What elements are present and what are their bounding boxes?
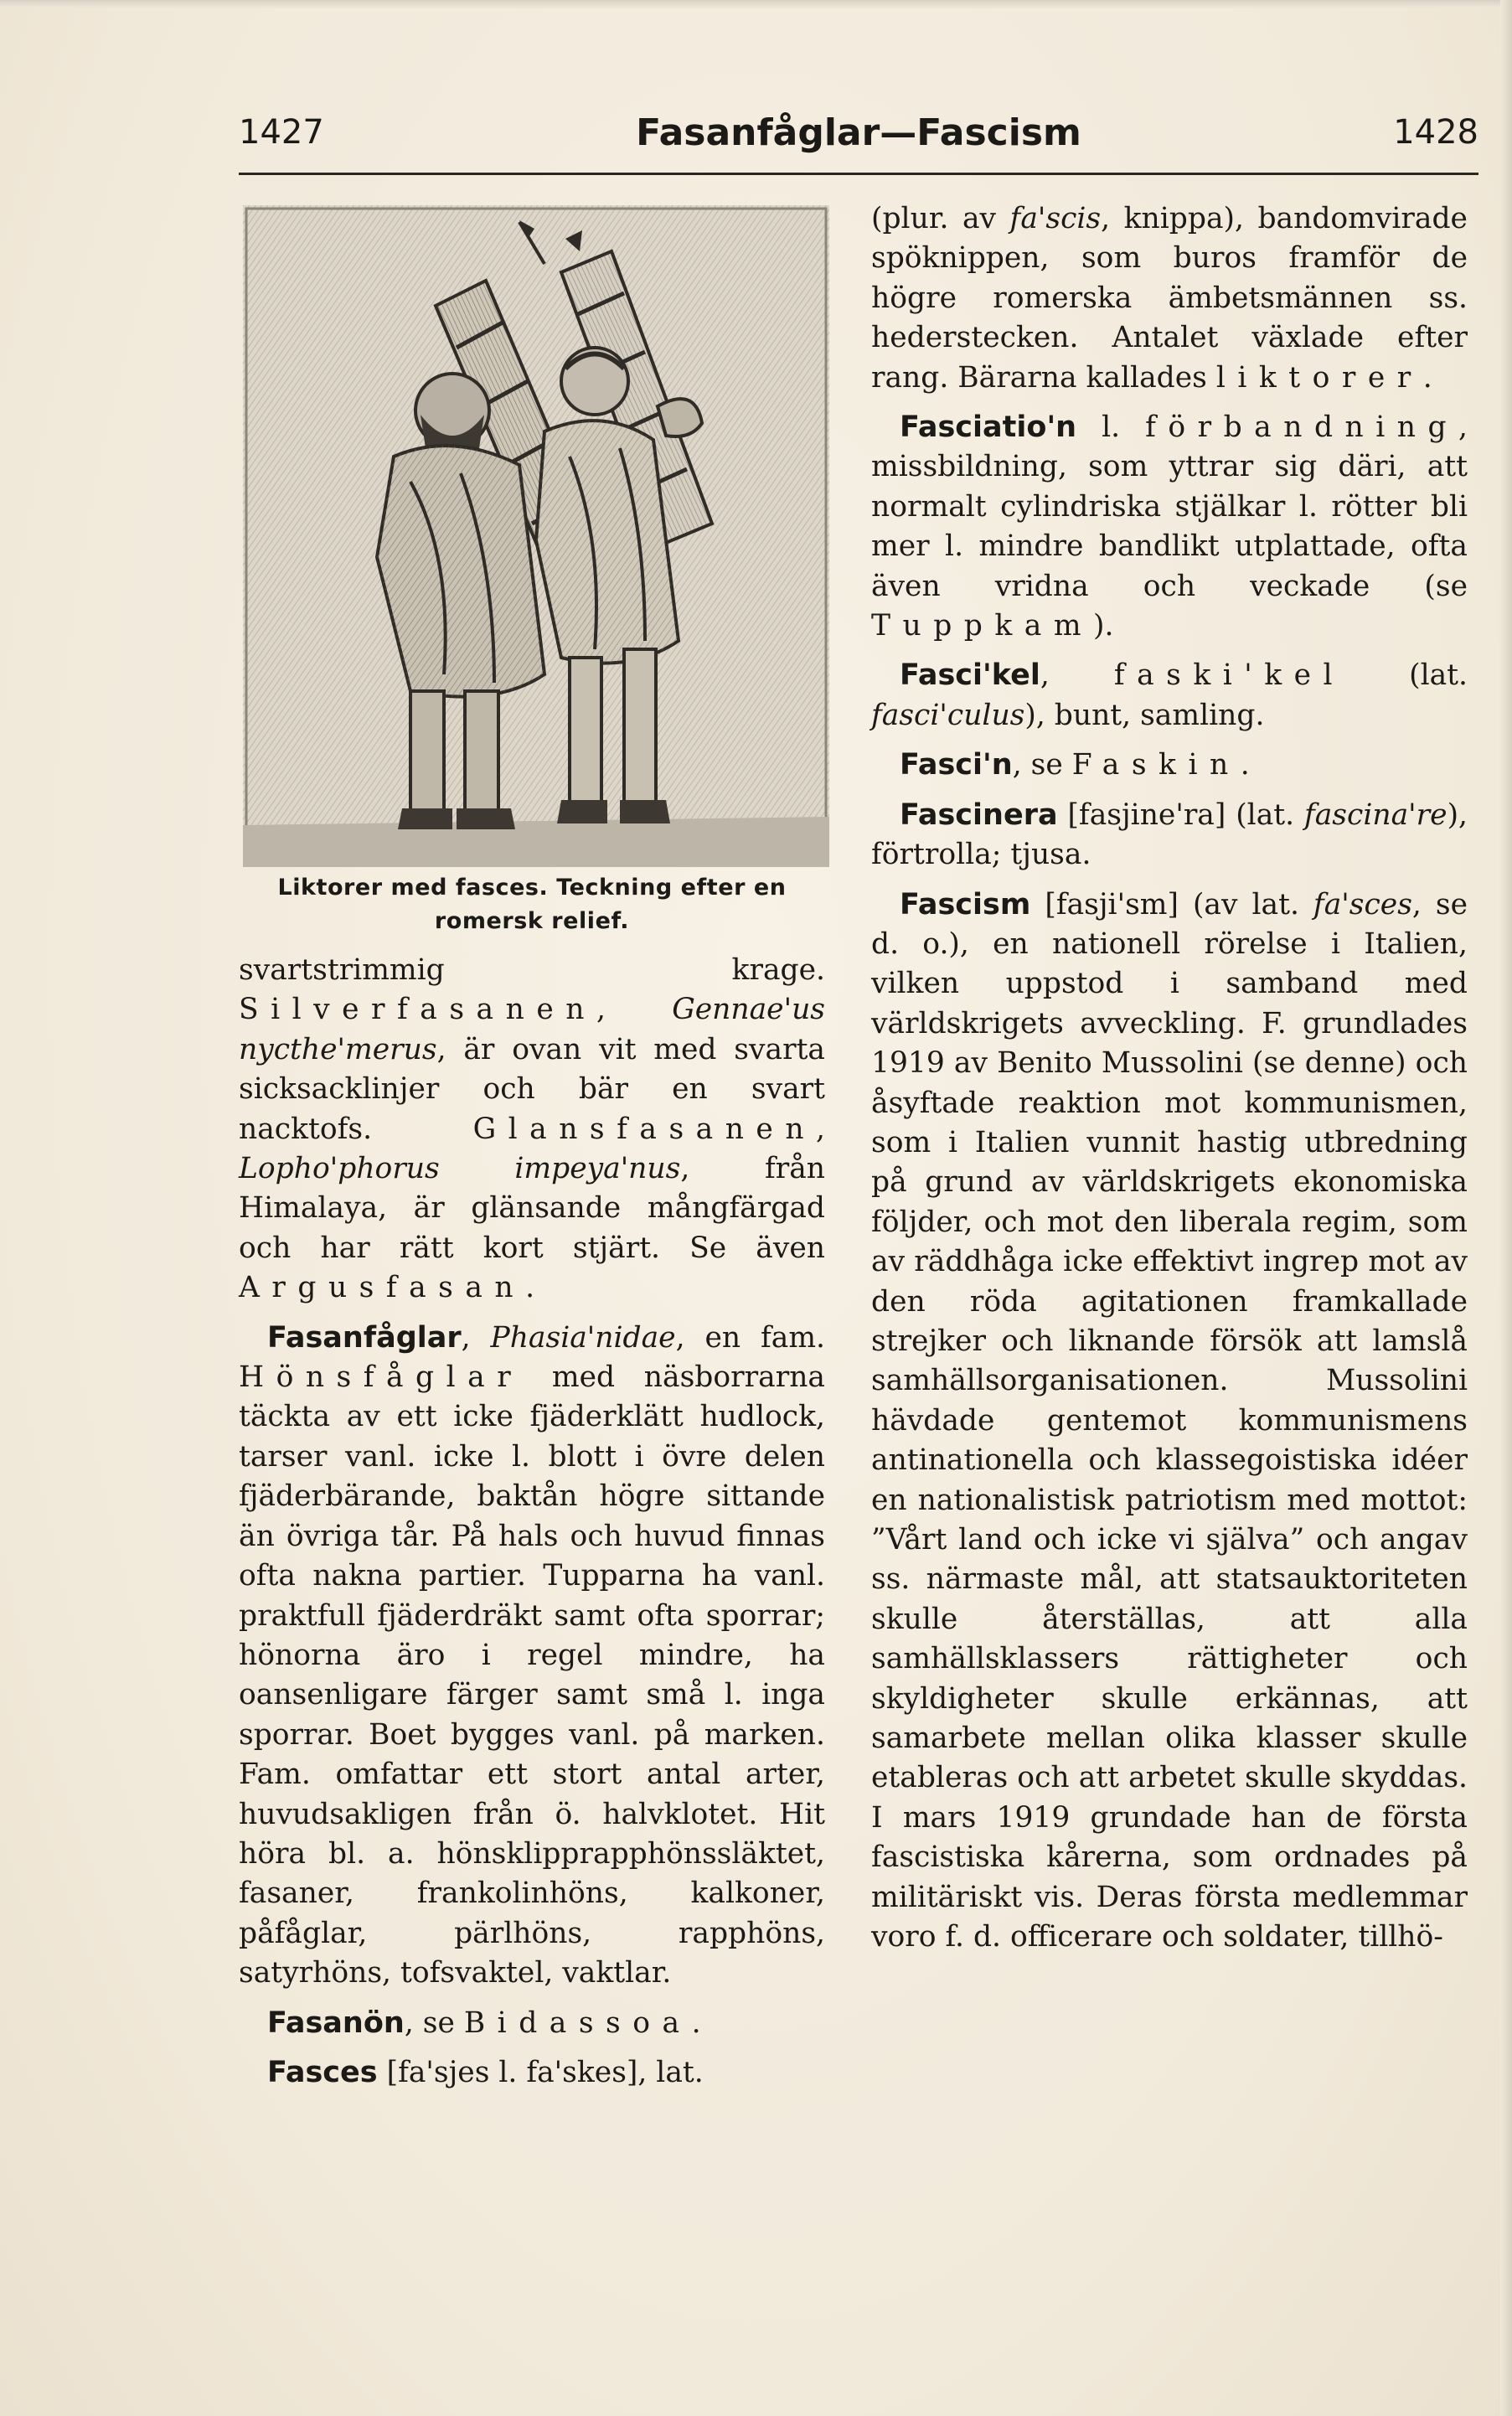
page-number-left: 1427 (239, 113, 324, 152)
running-title: Fasanfåglar—Fascism (636, 111, 1081, 154)
text-run: , (461, 1320, 491, 1355)
text-run: . (525, 1271, 535, 1305)
headword: Fasci'kel (900, 658, 1040, 693)
entry-fasces (239, 2053, 825, 2093)
text-run: (plur. av (871, 202, 1010, 235)
entry-fasciation (871, 408, 1468, 646)
text-run: ). (1093, 609, 1114, 643)
latin-name: fa'sces (1313, 887, 1412, 921)
headword: Fasciatio'n (900, 410, 1077, 445)
text-run: [fasjine'ra] (lat. (1057, 798, 1304, 832)
latin-name: Phasia'nidae (490, 1320, 676, 1355)
text-run: , från Himalaya, är glänsande mångfärgad och har rätt kort stjärt. Se även (239, 1152, 825, 1265)
latin-name: Lopho'phorus impeya'nus (239, 1152, 681, 1186)
text-run: , är ovan vit med svarta sicksacklinjer och bär en svart nacktofs. (239, 1032, 825, 1146)
term-forbandning: förbandning (1145, 410, 1459, 445)
headword: Fasanfåglar (267, 1320, 462, 1355)
latin-name: fascina're (1303, 798, 1447, 832)
text-run: . (691, 2006, 701, 2040)
text-run: l. (1076, 410, 1146, 445)
entry-fascin (871, 746, 1468, 785)
paper-edge-right (1500, 0, 1512, 2416)
text-run: , missbildning, som yttrar sig däri, att normalt cylindriska stjälkar l. rötter bli mer l. mindre bandlikt utplattade, ofta även vridna och veckade (se (871, 410, 1468, 603)
lictors-illustration (243, 205, 829, 867)
text-run: [fasji'sm] (av lat. (1030, 887, 1313, 921)
text-run: (lat. (1344, 658, 1468, 693)
figure-caption: Liktorer med fasces. Teckning efter en romersk relief. (277, 875, 787, 934)
text-run: , (1040, 658, 1114, 693)
latin-name: fa'scis (1009, 202, 1102, 235)
entry-fascinera (871, 796, 1468, 875)
cross-reference: Hönsfåglar (239, 1360, 524, 1395)
entry-fasanon (239, 2004, 825, 2043)
cross-reference: Bidassoa (463, 2006, 692, 2040)
headword: Fasces (267, 2055, 378, 2089)
paper-edge-top (0, 0, 1512, 8)
text-run: , se (1012, 748, 1072, 782)
latin-name: Gennae'us nycthe'merus (239, 993, 825, 1066)
text-run: ), förtrolla; tjusa. (871, 798, 1468, 872)
text-run: svartstrimmig krage. (239, 953, 825, 987)
term-glansfasanen: Glansfasanen (472, 1112, 817, 1146)
text-run: . (1422, 360, 1432, 395)
cross-reference: Argusfasan (239, 1271, 526, 1305)
headword: Fascism (900, 887, 1031, 921)
cross-reference: Faskin (1071, 748, 1241, 782)
entry-fasces-continued (871, 199, 1468, 398)
entry-fasan-continued (239, 951, 825, 1309)
term-liktorer: liktorer (1215, 360, 1423, 395)
page-number-right: 1428 (1393, 113, 1478, 152)
text-run: [fa'sjes l. fa'skes], lat. (377, 2055, 704, 2089)
text-run: . (1240, 748, 1250, 782)
headword: Fasanön (267, 2006, 405, 2040)
text-run: , knippa), bandomvirade spöknippen, som buros framför de högre romerska ämbetsmännen ss. hederstecken. Antalet växlade efter rang. Bärarna kallades (871, 202, 1468, 395)
text-run: ), bunt, samling. (1024, 698, 1265, 732)
variant-spelling: faski'kel (1113, 658, 1345, 693)
text-run: , (816, 1112, 825, 1146)
term-silverfasanen: Silverfasanen (239, 993, 596, 1027)
right-column (871, 199, 1468, 1957)
text-run: , se (404, 2006, 464, 2040)
entry-fasanfaglar (239, 1319, 825, 1994)
left-column (239, 951, 825, 2093)
text-run: , (596, 993, 673, 1027)
headword: Fasci'n (900, 748, 1013, 782)
text-run: , en fam. (675, 1320, 825, 1355)
header-rule (239, 173, 1478, 175)
cross-reference: Tuppkam (871, 609, 1094, 643)
headword: Fascinera (900, 798, 1058, 832)
text-run: , se d. o.), en nationell rörelse i Italien, vilken uppstod i samband med världskrigets avveckling. F. grundlades 1919 av Benito Mussolini (se denne) och åsyftade reaktion mot kommunismen, som i Italien vunnit hastig utbredning på grund av världskrigets ekonomiska följder, och mot den liberala regim, som av räddhåga icke effektivt ingrep mot av den röda agitationen framkallade strejker och liknande försök att lamslå samhällsorganisationen. Mussolini hävdade gentemot kommunismens antinationella och klassegoistiska idéer en nationalistisk patriotism med mottot: ”Vårt land och icke vi själva” och angav ss. närmaste mål, att statsauktoriteten skulle återställas, att alla samhällsklassers rättigheter och skyldigheter skulle erkännas, att samarbete mellan olika klasser skulle etableras och att arbetet skulle skyddas. I mars 1919 grundade han de första fascistiska kårerna, som ordnades på militäriskt vis. Deras första medlemmar voro f. d. officerare och soldater, tillhö- (871, 887, 1468, 1954)
latin-name: fasci'culus (871, 698, 1025, 732)
text-run: med näsborrarna täckta av ett icke fjäderklätt hudlock, tarser vanl. icke l. blott i övre delen fjäderbärande, baktån högre sittande än övriga tår. På hals och huvud finnas ofta nakna partier. Tupparna ha vanl. praktfull fjäderdräkt samt ofta sporrar; hönorna äro i regel mindre, ha oansenligare färger samt små l. inga sporrar. Boet bygges vanl. på marken. Fam. omfattar ett stort antal arter, huvudsakligen från ö. halvklotet. Hit höra bl. a. hönsklipprapphönssläktet, fasaner, frankolinhöns, kalkoner, påfåglar, pärlhöns, rapphöns, satyrhöns, tofsvaktel, vaktlar. (239, 1360, 825, 1990)
page-header (239, 113, 1478, 172)
entry-fascism (871, 885, 1468, 1958)
entry-fascikel (871, 656, 1468, 736)
